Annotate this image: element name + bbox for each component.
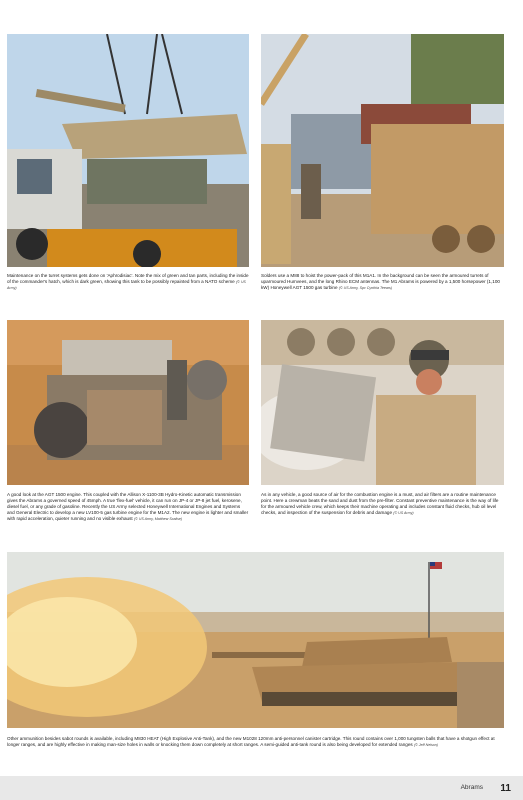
caption-text: A good look at the AGT 1500 engine. This coupled with the Allison X-1100-3B Hydro-Kinetic automatic transmission gives the Abrams a governed speed of 45mph. A true 'flex-fuel' vehicle, it can run on JP-4 or JP-8 jet fuel, kerosene, diesel fuel, or any grade of gasoline. Recently the US Army selected Honeywell International Engines and Systems and General Electric to develop a new LV100-5 gas turbine engine for the M1A2. The new engine is lighter and smaller with rapid acceleration, quieter running and no visible exhaust [7,492,249,521]
caption-credit: (© US Army, Matthew Scalise) [133,517,183,521]
caption-credit: (© Jeff Nelson) [413,743,438,747]
caption-text: Other ammunition besides sabot rounds is available, including M830 HEAT (High Explosive Anti-Tank), and the new M1028 120mm anti-personnel canister cartridge. This round contains over 1,000 tungsten balls that have a shotgun effect at longer ranges, and are highly effective in making man-size holes in walls or knocking them down completely at short ranges. A semi-guided anti-tank round is also being developed for extended ranges [7,736,495,747]
page-number: 11 [500,783,511,794]
photo-turret-maintenance [7,34,249,267]
caption-air-filter-cleaning [261,492,504,516]
caption-m88-hoist [261,273,504,291]
photo-air-filter-cleaning [261,320,504,485]
caption-credit: (© US Army) [7,280,246,290]
footer-title: Abrams [460,784,483,791]
caption-turret-maintenance [7,273,249,291]
caption-agt1500-engine [7,492,249,522]
photo-tank-firing [7,552,504,728]
photo-agt1500-engine [7,320,249,485]
photo-m88-hoist [261,34,504,267]
caption-text: As in any vehicle, a good source of air for the combustion engine is a must, and air filters are a routine maintenance point. Here a crewman beats the sand and dust from the pre-filter. Constant preventive maintenance is the way of life for the armoured vehicle crew, which keeps their machine operating and includes constant fluid checks, hub oil level checks, and inspection of the suspension for debris and damage [261,492,499,515]
caption-text: Maintenance on the turret systems gets done on 'Aphrodisiac'. Note the mix of green and tan parts, including the inside of the commander's hatch, which is dark green, showing this tank to be possibly repainted from a NATO scheme [7,273,249,284]
caption-tank-firing [7,736,504,748]
caption-credit: (© US Army) [393,511,414,515]
caption-text: Solders use a M88 to hoist the power-pack of this M1A1. In the background can be seen the armoured turrets of uparmoured Humvees, and the long Rhino ECM antennas. The M1 Abrams is powered by a 1,500 horsepower (1,100 kW) Honeywell AGT 1500 gas turbine [261,273,500,290]
caption-credit: (© US Army, Spc Cynthia Teears) [338,286,393,290]
page-footer [0,776,523,800]
